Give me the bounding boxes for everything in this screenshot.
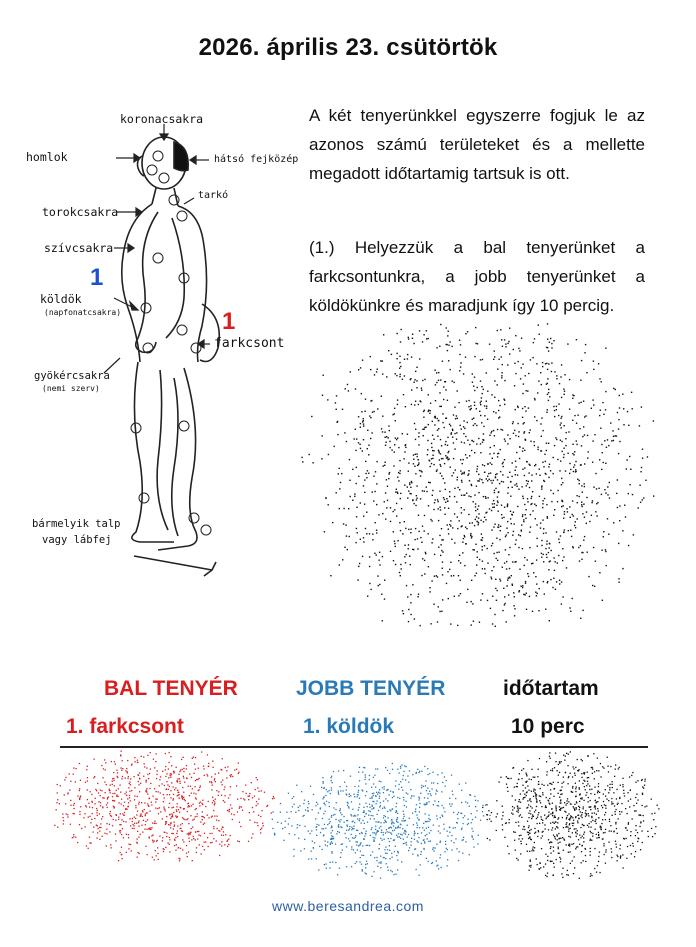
navel-mark-number: 1 bbox=[90, 264, 104, 291]
table-divider bbox=[60, 746, 648, 748]
instruction-paragraph-2: (1.) Helyezzük a bal tenyerünket a farkcsontunkra, a jobb tenyerünket a köldökünkre és maradjunk így 10 percig. bbox=[309, 238, 645, 315]
footer-website: www.beresandrea.com bbox=[272, 898, 424, 914]
dithered-noise-area bbox=[300, 322, 660, 632]
body-diagram bbox=[26, 108, 304, 578]
label-root-sub: (nemi szerv) bbox=[42, 384, 100, 393]
label-forehead: homlok bbox=[26, 150, 68, 164]
page-title: 2026. április 23. csütörtök bbox=[198, 34, 498, 61]
dithered-noise-area-colored bbox=[50, 750, 670, 880]
label-foot-2: vagy lábfej bbox=[42, 534, 112, 546]
label-navel: köldök bbox=[40, 292, 82, 306]
cell-duration: 10 perc bbox=[511, 715, 585, 738]
cell-right-palm: 1. köldök bbox=[303, 715, 395, 738]
coccyx-mark-number: 1 bbox=[222, 308, 236, 335]
header-left-palm: BAL TENYÉR bbox=[104, 677, 238, 700]
label-throat: torokcsakra bbox=[42, 205, 119, 219]
header-right-palm: JOBB TENYÉR bbox=[296, 677, 446, 700]
label-coccyx: farkcsont bbox=[214, 336, 285, 351]
label-back-of-head: hátsó fejközép bbox=[214, 154, 299, 165]
label-heart: szívcsakra bbox=[44, 241, 114, 255]
header-duration: időtartam bbox=[503, 677, 599, 700]
label-root: gyökércsakra bbox=[34, 370, 110, 382]
label-crown: koronacsakra bbox=[120, 112, 204, 126]
label-foot-1: bármelyik talp bbox=[32, 518, 121, 530]
instruction-paragraph-1: A két tenyerünkkel egyszerre fogjuk le az azonos számú területeket és a mellette megadott időtartamig tartsuk is ott. bbox=[309, 106, 645, 183]
cell-left-palm: 1. farkcsont bbox=[66, 715, 184, 738]
label-nape: tarkó bbox=[198, 190, 229, 201]
label-navel-sub: (napfonatcsakra) bbox=[44, 308, 122, 317]
